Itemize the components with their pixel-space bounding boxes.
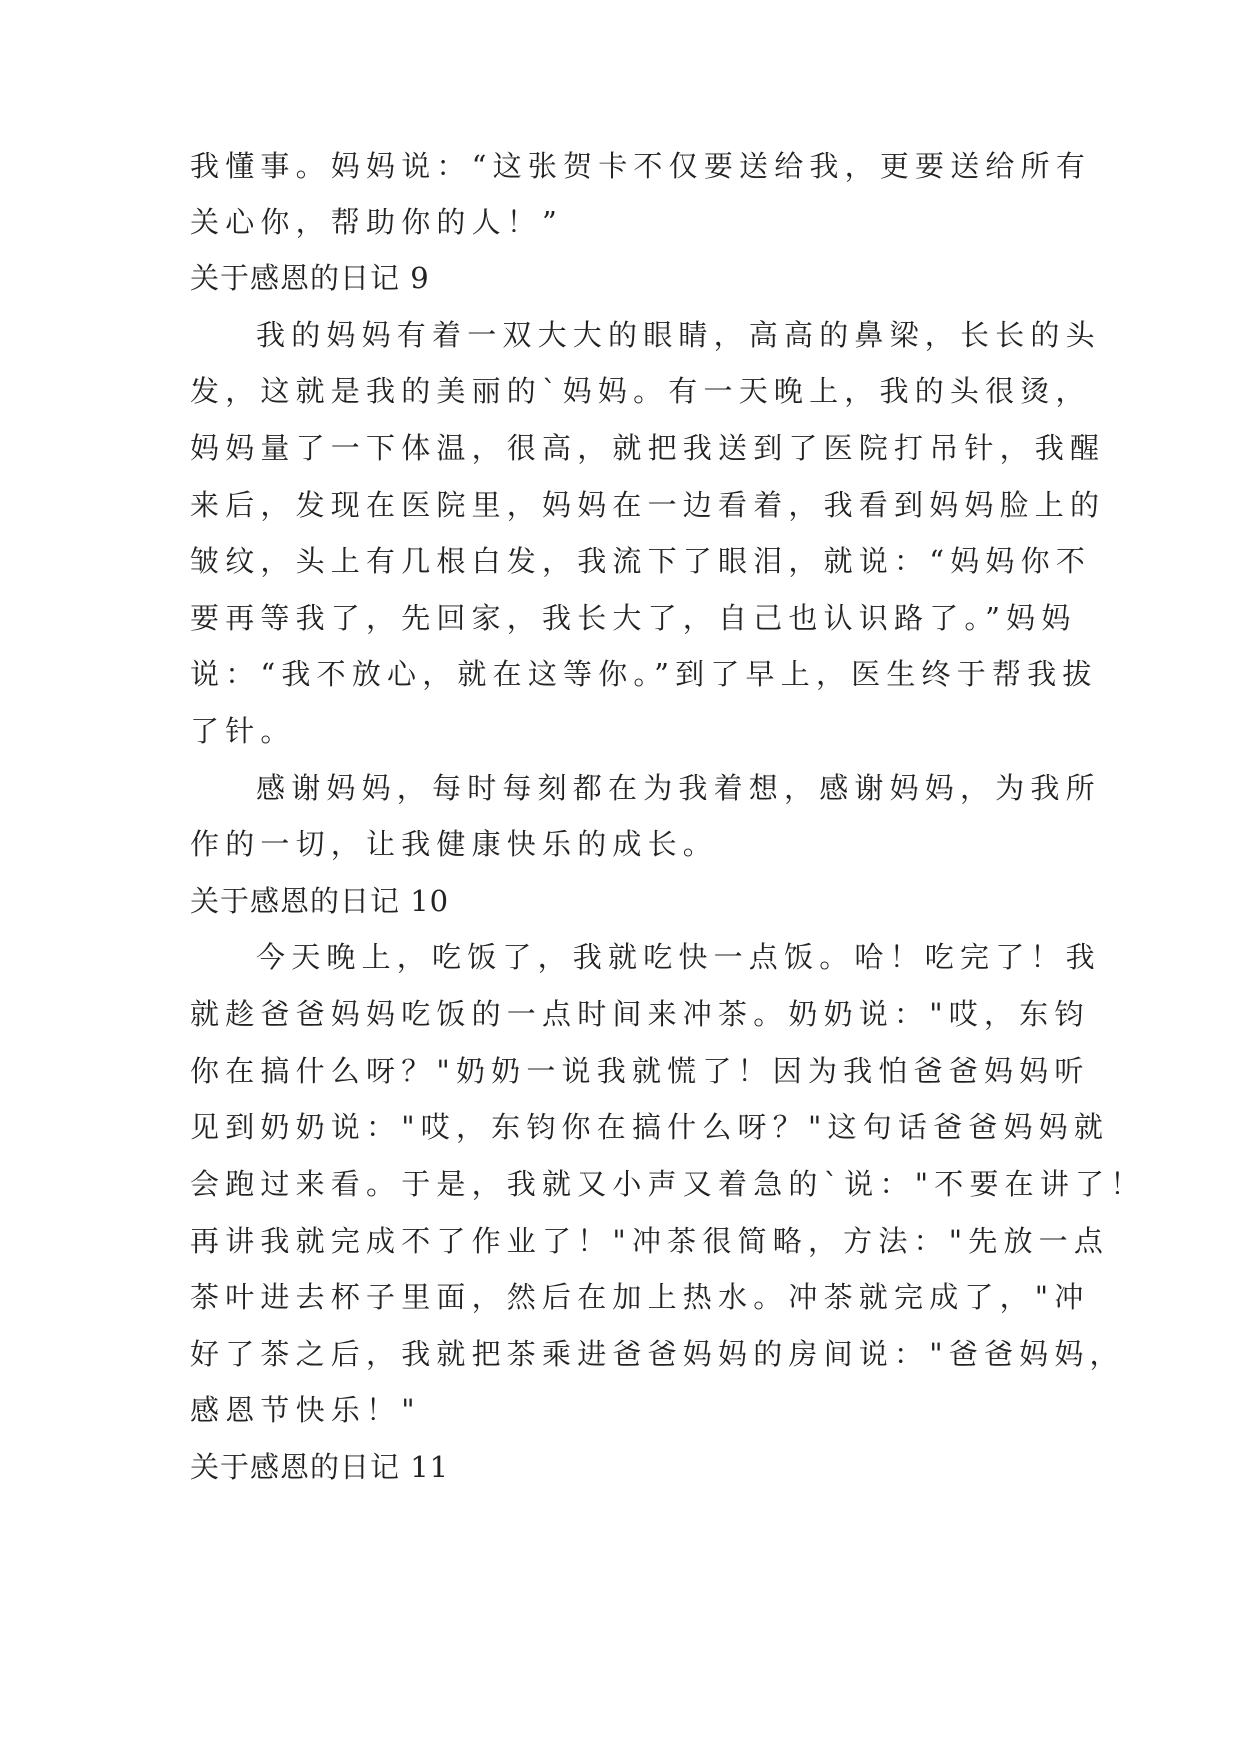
section-heading: 关于感恩的日记 9: [190, 261, 430, 295]
body-text-line: 说：“我不放心，就在这等你。”到了早上，医生终于帮我拔: [190, 657, 1098, 691]
body-text-line: 关心你，帮助你的人！”: [190, 205, 564, 239]
body-text-line: 我的妈妈有着一双大大的眼睛，高高的鼻梁，长长的头: [256, 318, 1101, 352]
body-text-line: 再讲我就完成不了作业了！"冲茶很简略，方法："先放一点: [190, 1224, 1110, 1258]
body-text-line: 妈妈量了一下体温，很高，就把我送到了医院打吊针，我醒: [190, 431, 1106, 465]
body-text-line: 感恩节快乐！": [190, 1393, 421, 1427]
section-heading: 关于感恩的日记 11: [190, 1450, 450, 1484]
body-text-line: 要再等我了，先回家，我长大了，自己也认识路了。”妈妈: [190, 601, 1077, 635]
body-text-line: 作的一切，让我健康快乐的成长。: [190, 827, 719, 861]
body-text-line: 会跑过来看。于是，我就又小声又着急的`说："不要在讲了！: [190, 1167, 1146, 1201]
body-text-line: 皱纹，头上有几根白发，我流下了眼泪，就说：“妈妈你不: [190, 544, 1092, 578]
body-text-line: 我懂事。妈妈说：“这张贺卡不仅要送给我，更要送给所有: [190, 149, 1092, 183]
body-text-line: 你在搞什么呀？"奶奶一说我就慌了！因为我怕爸爸妈妈听: [190, 1054, 1090, 1088]
section-heading: 关于感恩的日记 10: [190, 884, 450, 918]
body-text-line: 了针。: [190, 714, 296, 748]
body-text-line: 好了茶之后，我就把茶乘进爸爸妈妈的房间说："爸爸妈妈，: [190, 1337, 1125, 1371]
body-text-line: 就趁爸爸妈妈吃饭的一点时间来冲茶。奶奶说："哎，东钧: [190, 997, 1090, 1031]
body-text-line: 来后，发现在医院里，妈妈在一边看着，我看到妈妈脸上的: [190, 488, 1106, 522]
body-text-line: 发，这就是我的美丽的`妈妈。有一天晚上，我的头很烫，: [190, 374, 1091, 408]
body-text-line: 见到奶奶说："哎，东钧你在搞什么呀？"这句话爸爸妈妈就: [190, 1110, 1110, 1144]
body-text-line: 今天晚上，吃饭了，我就吃快一点饭。哈！吃完了！我: [256, 940, 1101, 974]
body-text-line: 茶叶进去杯子里面，然后在加上热水。冲茶就完成了，"冲: [190, 1280, 1090, 1314]
body-text-line: 感谢妈妈，每时每刻都在为我着想，感谢妈妈，为我所: [256, 771, 1101, 805]
